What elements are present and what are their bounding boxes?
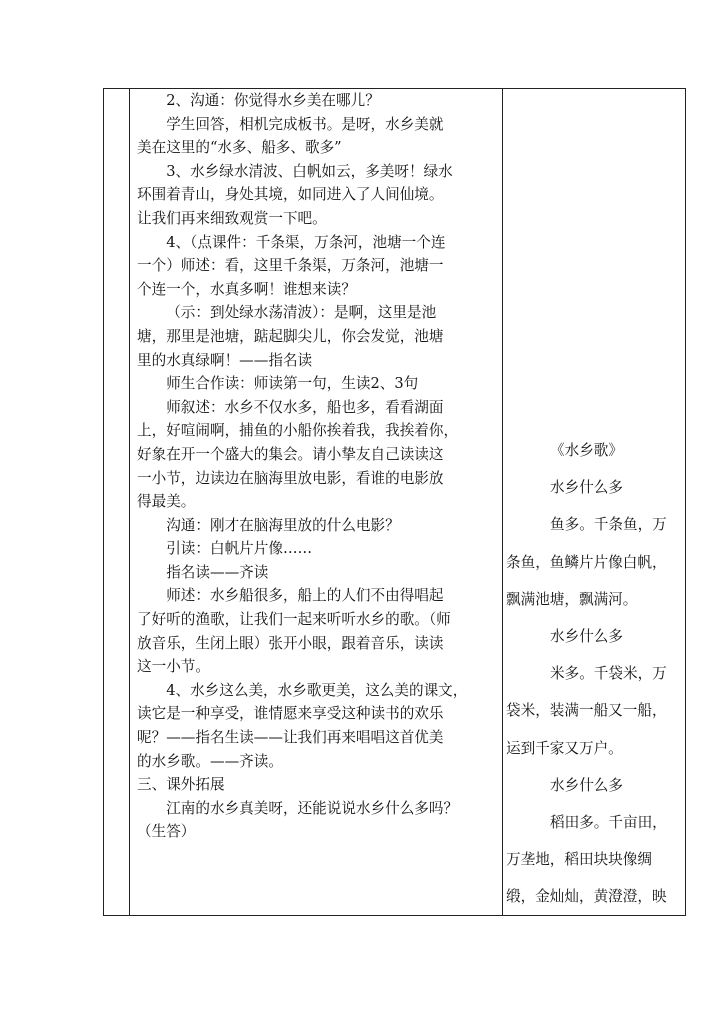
poem-line: 米多。千袋米，万 bbox=[550, 665, 667, 683]
lesson-line: 好象在开一个盛大的集会。请小挚友自己读读这 bbox=[137, 445, 444, 463]
lesson-line: 三、课外拓展 bbox=[137, 776, 225, 794]
poem-line: 水乡什么多 bbox=[550, 479, 623, 497]
board-notes bbox=[506, 432, 684, 916]
lesson-line: 师生合作读：师读第一句，生读2、3句 bbox=[166, 375, 419, 393]
poem-line: 鱼多。千条鱼，万 bbox=[550, 516, 667, 534]
lesson-line: 让我们再来细致观赏一下吧。 bbox=[137, 209, 327, 227]
lesson-line: 美在这里的“水多、船多、歌多” bbox=[137, 139, 342, 157]
lesson-line: 2、沟通：你觉得水乡美在哪儿？ bbox=[166, 92, 380, 109]
poem-line: 缎，金灿灿，黄澄澄，映 bbox=[506, 888, 667, 906]
lesson-line: 塘，那里是池塘，踮起脚尖儿，你会发觉，池塘 bbox=[137, 327, 444, 345]
lesson-line: 了好听的渔歌，让我们一起来听听水乡的歌。（师 bbox=[137, 611, 451, 629]
lesson-line: 环围着青山，身处其境，如同进入了人间仙境。 bbox=[137, 186, 444, 204]
lesson-line: 上，好喧闹啊，捕鱼的小船你挨着我，我挨着你， bbox=[137, 422, 459, 440]
column-divider-left bbox=[129, 89, 130, 915]
poem-title: 《水乡歌》 bbox=[550, 442, 623, 459]
lesson-line: 江南的水乡真美呀，还能说说水乡什么多吗？ bbox=[166, 799, 459, 817]
lesson-line: 这一小节。 bbox=[137, 658, 210, 676]
lesson-line: （示：到处绿水荡清波）：是啊，这里是池 bbox=[166, 304, 437, 322]
lesson-line: 里的水真绿啊！——指名读 bbox=[137, 351, 313, 369]
lesson-line: 放音乐，生闭上眼）张开小眼，跟着音乐，读读 bbox=[137, 634, 444, 652]
lesson-line: 师叙述：水乡不仅水多，船也多，看看湖面 bbox=[166, 398, 444, 416]
lesson-line: 师述：水乡船很多，船上的人们不由得唱起 bbox=[166, 587, 444, 605]
lesson-table bbox=[103, 88, 686, 916]
poem-line: 水乡什么多 bbox=[550, 776, 623, 794]
column-divider-right bbox=[502, 89, 503, 915]
lesson-line: 读它是一种享受，谁情愿来享受这种读书的欢乐 bbox=[137, 705, 444, 723]
lesson-content bbox=[137, 89, 499, 844]
lesson-line: 指名读——齐读 bbox=[166, 563, 269, 581]
lesson-line: 个连一个，水真多啊！谁想来读？ bbox=[137, 280, 356, 298]
poem-line: 飘满池塘，飘满河。 bbox=[506, 590, 638, 608]
poem-line: 袋米，装满一船又一船， bbox=[506, 702, 667, 720]
poem-line: 水乡什么多 bbox=[550, 628, 623, 646]
lesson-line: 一个）师述：看，这里千条渠，万条河，池塘一 bbox=[137, 257, 444, 275]
lesson-line: 4、水乡这么美，水乡歌更美，这么美的课文， bbox=[166, 681, 468, 699]
lesson-line: 的水乡歌。——齐读。 bbox=[137, 752, 283, 770]
poem-line: 稻田多。千亩田， bbox=[550, 814, 667, 832]
lesson-line: 呢？——指名生读——让我们再来唱唱这首优美 bbox=[137, 729, 444, 747]
poem-line: 运到千家又万户。 bbox=[506, 739, 623, 757]
poem-line: 条鱼，鱼鳞片片像白帆， bbox=[506, 553, 667, 571]
lesson-line: 沟通：刚才在脑海里放的什么电影？ bbox=[166, 516, 400, 534]
lesson-line: 引读：白帆片片像…… bbox=[166, 540, 313, 558]
lesson-line: 一小节，边读边在脑海里放电影，看谁的电影放 bbox=[137, 469, 444, 487]
lesson-line: 得最美。 bbox=[137, 493, 196, 511]
poem-line: 万垄地，稻田块块像绸 bbox=[506, 851, 652, 869]
lesson-line: 4、（点课件：千条渠，万条河，池塘一个连 bbox=[166, 233, 446, 251]
lesson-line: 学生回答，相机完成板书。是呀，水乡美就 bbox=[166, 115, 444, 133]
lesson-line: （生答） bbox=[137, 823, 196, 841]
lesson-line: 3、水乡绿水清波、白帆如云，多美呀！绿水 bbox=[166, 162, 453, 180]
